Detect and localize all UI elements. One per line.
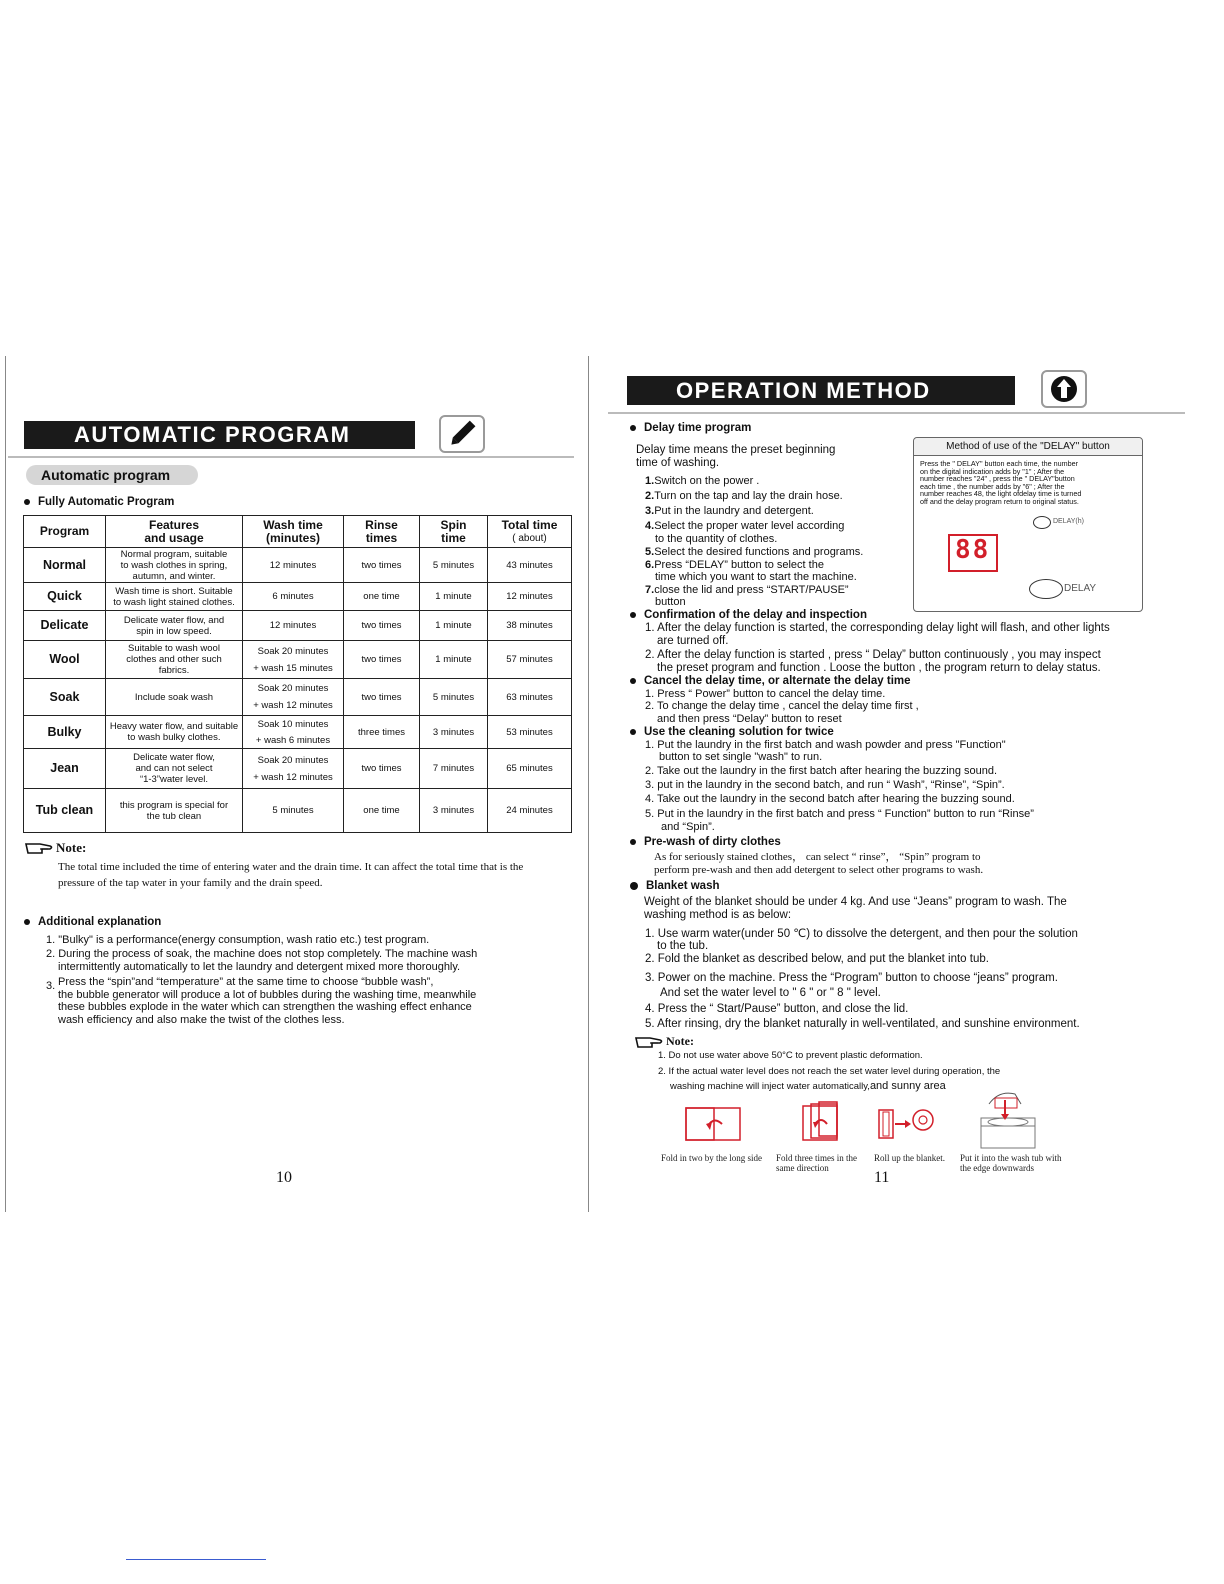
header-text: Total time xyxy=(501,517,558,532)
step-text: Select the desired functions and programs. xyxy=(654,546,864,558)
delay-heading-text: Delay time program xyxy=(644,422,752,434)
blanket-step: 5. After rinsing, dry the blanket naturally in well-ventilated, and sunshine environment. xyxy=(645,1018,1080,1030)
note-line: The total time included the time of entering water and the drain time. It can affect the total time that is the xyxy=(58,861,524,873)
additional-line: the bubble generator will produce a lot of bubbles during the washing time, meanwhile xyxy=(58,989,477,1001)
delay-step xyxy=(645,505,907,520)
cell-line: to wash bulky clothes. xyxy=(127,732,221,743)
program-name: Delicate xyxy=(24,611,106,641)
cancel-heading-text: Cancel the delay time, or alternate the delay time xyxy=(644,675,911,687)
step-text: Press “DELAY” button to select the xyxy=(654,559,824,571)
wash-cell xyxy=(243,749,344,789)
spin-cell: 1 minute xyxy=(420,611,488,641)
table-row xyxy=(24,548,572,583)
additional-line: Press the “spin”and “temperature” at the same time to choose “bubble wash”, xyxy=(58,976,434,988)
step-text: Turn on the tap and lay the drain hose. xyxy=(654,490,843,502)
additional-heading xyxy=(24,916,161,928)
delay-step xyxy=(645,533,907,546)
wash-cell: 6 minutes xyxy=(243,583,344,611)
rinse-cell: two times xyxy=(344,548,420,583)
left-page-edge xyxy=(5,356,6,1212)
total-cell: 24 minutes xyxy=(488,789,572,833)
spin-cell: 3 minutes xyxy=(420,716,488,749)
program-name: Soak xyxy=(24,679,106,716)
blanket-heading xyxy=(630,880,720,892)
twice-line: 4. Take out the laundry in the second batch after hearing the buzzing sound. xyxy=(645,793,1015,805)
page-number: 10 xyxy=(276,1169,292,1186)
header-text: Wash time xyxy=(263,517,323,532)
step-num: 2. xyxy=(645,490,655,502)
delay-step xyxy=(645,520,907,533)
total-cell: 12 minutes xyxy=(488,583,572,611)
blanket-step: to the tub. xyxy=(657,940,709,952)
bullet xyxy=(630,678,636,684)
caption-line: the edge downwards xyxy=(960,1163,1034,1173)
step-text: Select the proper water level according xyxy=(654,520,845,532)
prewash-heading-text: Pre-wash of dirty clothes xyxy=(644,836,781,848)
program-name: Normal xyxy=(24,548,106,583)
delay-step xyxy=(645,559,907,571)
delay-box-line: on the digital indication adds by "1" ; After the xyxy=(920,466,1065,476)
step-text: Switch on the power . xyxy=(654,475,760,487)
bullet xyxy=(24,919,30,925)
cell-line: this program is special for xyxy=(119,799,229,811)
twice-line: and “Spin”. xyxy=(661,821,715,833)
cell-line: the tub clean xyxy=(146,810,202,822)
header-text: Spin xyxy=(440,517,467,532)
caption-line: Fold in two by the long side xyxy=(661,1153,762,1163)
cell-line: spin in low speed. xyxy=(136,625,212,637)
figure-caption xyxy=(960,1153,1062,1173)
wash-cell xyxy=(243,716,344,749)
rinse-cell: two times xyxy=(344,611,420,641)
table-row xyxy=(24,641,572,679)
confirm-line: 1. After the delay function is started, the corresponding delay light will flash, and other lights xyxy=(645,622,1110,634)
twice-heading-text: Use the cleaning solution for twice xyxy=(644,726,834,738)
rinse-cell: one time xyxy=(344,583,420,611)
figure-caption xyxy=(776,1153,857,1173)
total-cell: 38 minutes xyxy=(488,611,572,641)
step-text: button xyxy=(655,596,686,608)
program-name: Quick xyxy=(24,583,106,611)
blanket-step: And set the water level to " 6 " or " 8 " level. xyxy=(660,987,881,999)
cell-line: to wash light stained clothes. xyxy=(113,596,235,608)
table-header-row xyxy=(24,516,572,548)
footer-rule xyxy=(126,1559,266,1560)
wash-cell xyxy=(243,679,344,716)
pointing-hand-icon xyxy=(634,1034,664,1050)
header-text: (minutes) xyxy=(266,530,320,545)
cell-line: fabrics. xyxy=(158,665,190,676)
bullet xyxy=(630,839,636,845)
spin-cell: 5 minutes xyxy=(420,679,488,716)
additional-line: 1. "Bulky" is a performance(energy consumption, wash ratio etc.) test program. xyxy=(46,934,430,946)
delay-box-text xyxy=(920,460,1081,505)
rinse-cell: three times xyxy=(344,716,420,749)
table-row xyxy=(24,679,572,716)
delay-box-line: off and the delay program return to original status. xyxy=(920,496,1079,506)
cell-line: and can not select xyxy=(135,763,213,774)
cell-line: Wash time is short. Suitable xyxy=(115,585,233,597)
total-cell: 57 minutes xyxy=(488,641,572,679)
note-line: pressure of the tap water in your family and the drain speed. xyxy=(58,877,323,889)
cell-line: + wash 12 minutes xyxy=(253,700,333,711)
blanket-intro: Weight of the blanket should be under 4 kg. And use “Jeans” program to wash. The xyxy=(644,896,1067,908)
cell-line: Include soak wash xyxy=(134,691,214,703)
display-digits: 88 xyxy=(955,535,991,565)
cancel-heading xyxy=(630,675,911,687)
delay-indicator-light xyxy=(1033,516,1051,529)
step-num: 5. xyxy=(645,546,655,558)
blanket-step: 2. Fold the blanket as described below, and put the blanket into tub. xyxy=(645,953,989,965)
confirm-line: 2. After the delay function is started , press “ Delay” button continuously , you may inspect xyxy=(645,649,1101,661)
delay-heading xyxy=(630,422,751,434)
page-divider xyxy=(588,356,589,1212)
twice-line: 1. Put the laundry in the first batch and wash powder and press "Function" xyxy=(645,739,1006,751)
program-name: Wool xyxy=(24,641,106,679)
confirm-heading-text: Confirmation of the delay and inspection xyxy=(644,609,867,621)
up-arrow-icon xyxy=(1041,370,1087,408)
fold-in-two-figure xyxy=(678,1100,744,1150)
header-text: Program xyxy=(39,524,90,538)
header-text: Features xyxy=(148,517,200,532)
delay-indicator-label: DELAY(h) xyxy=(1053,518,1084,525)
confirm-line: are turned off. xyxy=(657,635,729,647)
rinse-cell: one time xyxy=(344,789,420,833)
bullet xyxy=(630,882,638,890)
program-table xyxy=(23,515,572,833)
wash-cell: 12 minutes xyxy=(243,611,344,641)
operation-method-banner: OPERATION METHOD xyxy=(627,376,1015,405)
program-name: Tub clean xyxy=(24,789,106,833)
table-row xyxy=(24,611,572,641)
delay-step xyxy=(645,584,907,596)
program-name: Jean xyxy=(24,749,106,789)
twice-line: 3. put in the laundry in the second batch, and run “ Wash”, “Rinse”, “Spin”. xyxy=(645,779,1005,791)
total-cell: 53 minutes xyxy=(488,716,572,749)
fold-three-times-figure xyxy=(793,1100,859,1150)
left-header-rule xyxy=(8,456,574,458)
roll-up-figure xyxy=(873,1100,939,1150)
step-num: 3. xyxy=(645,505,655,517)
blanket-step: 4. Press the “ Start/Pause” button, and close the lid. xyxy=(645,1003,909,1015)
features-cell xyxy=(106,716,243,749)
table-row xyxy=(24,789,572,833)
prewash-line: As for seriously stained clothes， can select “ rinse”， “Spin” program to xyxy=(654,851,981,863)
note-line-part: washing machine will inject water automatically, xyxy=(670,1081,870,1092)
caption-line: Roll up the blanket. xyxy=(874,1153,945,1163)
additional-line: wash efficiency and also make the twist of the clothes less. xyxy=(58,1014,345,1026)
delay-step xyxy=(645,546,907,559)
confirm-line: the preset program and function . Loose the button , the program return to delay status. xyxy=(657,662,1101,674)
fully-automatic-heading xyxy=(24,496,174,508)
features-cell xyxy=(106,749,243,789)
caption-line: same direction xyxy=(776,1163,829,1173)
wash-cell: 12 minutes xyxy=(243,548,344,583)
rinse-cell: two times xyxy=(344,749,420,789)
features-cell xyxy=(106,548,243,583)
spin-cell: 5 minutes xyxy=(420,548,488,583)
delay-button-label: DELAY xyxy=(1064,583,1097,594)
cancel-line: 2. To change the delay time , cancel the delay time first , xyxy=(645,700,919,712)
cell-line: Heavy water flow, and suitable xyxy=(109,721,239,732)
additional-line: intermittently automatically to let the laundry and detergent mixed more thoroughly. xyxy=(58,961,461,973)
note-line-part: and sunny area xyxy=(869,1080,946,1092)
delay-steps xyxy=(645,475,907,608)
delay-intro: Delay time means the preset beginning xyxy=(636,444,836,456)
pointing-hand-icon xyxy=(24,840,54,856)
step-text: close the lid and press “START/PAUSE” xyxy=(654,584,849,596)
delay-box-line: each time , the number adds by "6" ; After the xyxy=(920,481,1065,491)
table-row xyxy=(24,583,572,611)
pencil-icon xyxy=(439,415,485,453)
header-wash-time xyxy=(243,516,344,548)
automatic-program-banner: AUTOMATIC PROGRAM xyxy=(24,421,415,449)
put-into-tub-figure xyxy=(975,1086,1041,1150)
prewash-heading xyxy=(630,836,781,848)
cell-line: + wash 12 minutes xyxy=(253,771,333,783)
total-cell: 63 minutes xyxy=(488,679,572,716)
delay-step xyxy=(645,475,907,490)
cell-line: to wash clothes in spring, xyxy=(120,559,228,571)
header-text: ( about) xyxy=(512,532,547,544)
additional-line: 2. During the process of soak, the machine does not stop completely. The machine wash xyxy=(46,948,478,960)
rinse-cell: two times xyxy=(344,641,420,679)
section-pill: Automatic program xyxy=(26,465,198,485)
header-features xyxy=(106,516,243,548)
delay-button[interactable] xyxy=(1029,579,1063,599)
cell-line: Suitable to wash wool xyxy=(128,643,220,654)
step-text: Put in the laundry and detergent. xyxy=(654,505,814,517)
cell-line: Normal program, suitable xyxy=(120,548,228,560)
cell-line: + wash 15 minutes xyxy=(253,662,333,674)
program-name: Bulky xyxy=(24,716,106,749)
step-num: 1. xyxy=(645,475,655,487)
features-cell xyxy=(106,679,243,716)
digital-display xyxy=(948,534,998,572)
bullet xyxy=(630,612,636,618)
additional-heading-text: Additional explanation xyxy=(38,916,162,928)
features-cell xyxy=(106,641,243,679)
step-num: 7. xyxy=(645,584,655,596)
delay-box-line: number reaches 48, the light ofdelay time is turned xyxy=(920,489,1082,498)
note-line: 1. Do not use water above 50°C to prevent plastic deformation. xyxy=(658,1050,923,1061)
step-num: 4. xyxy=(645,520,655,532)
delay-step xyxy=(645,571,907,584)
table-row xyxy=(24,749,572,789)
features-cell xyxy=(106,583,243,611)
delay-method-box xyxy=(913,437,1143,612)
header-program xyxy=(24,516,106,548)
note-label: Note: xyxy=(56,840,87,855)
cell-line: clothes and other such xyxy=(126,654,222,665)
delay-step xyxy=(645,490,907,505)
cell-line: Soak 10 minutes xyxy=(257,718,329,730)
total-cell: 65 minutes xyxy=(488,749,572,789)
header-text: times xyxy=(365,530,398,545)
header-rinse xyxy=(344,516,420,548)
step-text: to the quantity of clothes. xyxy=(655,533,778,545)
caption-line: Put it into the wash tub with xyxy=(960,1153,1062,1163)
note-line xyxy=(670,1080,946,1093)
spin-cell: 1 minute xyxy=(420,641,488,679)
figure-caption xyxy=(661,1153,762,1163)
cell-line: autumn, and winter. xyxy=(132,570,216,582)
total-cell: 43 minutes xyxy=(488,548,572,583)
header-text: time xyxy=(441,530,466,545)
blanket-intro: washing method is as below: xyxy=(644,909,792,921)
twice-heading xyxy=(630,726,834,738)
note-line: 2. If the actual water level does not reach the set water level during operation, the xyxy=(658,1066,1001,1077)
bullet xyxy=(24,499,30,505)
header-spin xyxy=(420,516,488,548)
bullet xyxy=(630,425,636,431)
cancel-line: 1. Press “ Power” button to cancel the delay time. xyxy=(645,688,886,700)
delay-step xyxy=(645,596,907,608)
cell-line: Delicate water flow, and xyxy=(123,614,225,626)
cancel-line: and then press “Delay” button to reset xyxy=(657,713,842,725)
twice-line: 2. Take out the laundry in the first batch after hearing the buzzing sound. xyxy=(645,765,998,777)
features-cell xyxy=(106,789,243,833)
additional-line: these bubbles explode in the water which can strengthen the washing effect enhance xyxy=(58,1001,472,1013)
blanket-heading-text: Blanket wash xyxy=(646,880,720,892)
note-label: Note: xyxy=(666,1034,694,1048)
rinse-cell: two times xyxy=(344,679,420,716)
blanket-step: 3. Power on the machine. Press the “Program” button to choose “jeans” program. xyxy=(645,972,1058,984)
delay-intro: time of washing. xyxy=(636,457,720,469)
spin-cell: 7 minutes xyxy=(420,749,488,789)
fully-automatic-heading-text: Fully Automatic Program xyxy=(38,496,175,508)
twice-line: 5. Put in the laundry in the first batch and press “ Function” button to run “Rinse” xyxy=(645,808,1034,820)
step-num: 6. xyxy=(645,559,655,571)
header-total xyxy=(488,516,572,548)
cell-line: Soak 20 minutes xyxy=(257,754,329,766)
delay-box-line: number reaches "24" , press the " DELAY"button xyxy=(920,474,1075,483)
spin-cell: 1 minute xyxy=(420,583,488,611)
wash-cell xyxy=(243,641,344,679)
cell-line: Soak 20 minutes xyxy=(257,683,329,694)
delay-box-title: Method of use of the "DELAY" button xyxy=(914,438,1142,456)
page-number: 11 xyxy=(874,1169,890,1186)
features-cell xyxy=(106,611,243,641)
caption-line: Fold three times in the xyxy=(776,1153,857,1163)
right-header-rule xyxy=(608,412,1185,414)
bullet xyxy=(630,729,636,735)
cell-line: Delicate water flow, xyxy=(133,752,215,763)
spin-cell: 3 minutes xyxy=(420,789,488,833)
wash-cell: 5 minutes xyxy=(243,789,344,833)
cell-line: + wash 6 minutes xyxy=(255,734,331,746)
prewash-line: perform pre-wash and then add detergent to select other programs to wash. xyxy=(654,864,984,876)
confirm-heading xyxy=(630,609,867,621)
blanket-step: 1. Use warm water(under 50 ℃) to dissolve the detergent, and then pour the solution xyxy=(645,928,1078,940)
additional-num: 3. xyxy=(46,980,56,992)
step-text: time which you want to start the machine. xyxy=(655,571,857,583)
header-text: and usage xyxy=(144,530,204,545)
twice-line: button to set single "wash" to run. xyxy=(659,751,823,763)
figure-caption xyxy=(874,1153,945,1163)
cell-line: “1-3”water level. xyxy=(139,774,209,785)
header-text: Rinse xyxy=(365,517,398,532)
cell-line: Soak 20 minutes xyxy=(257,645,329,657)
delay-box-line: Press the " DELAY" button each time, the number xyxy=(920,459,1078,468)
table-row xyxy=(24,716,572,749)
